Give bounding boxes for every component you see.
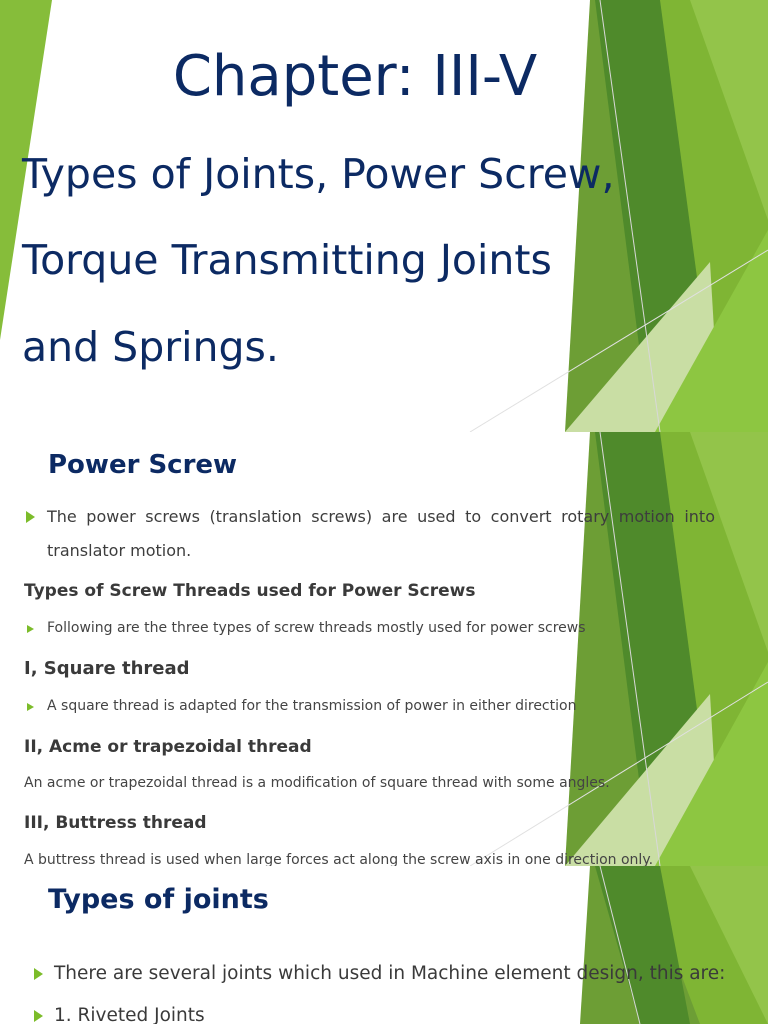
square-thread-heading: I, Square thread — [24, 658, 190, 679]
bullet-arrow-icon — [34, 1010, 43, 1022]
power-screw-slide — [0, 432, 768, 866]
acme-thread-heading: II, Acme or trapezoidal thread — [24, 737, 312, 757]
square-thread-text: A square thread is adapted for the transmission of power in either direction — [47, 698, 577, 714]
title-slide — [0, 0, 768, 432]
types-of-joints-slide — [0, 866, 768, 1024]
joints-item-2: 1. Riveted Joints — [54, 1005, 205, 1024]
bullet-arrow-icon — [27, 703, 34, 711]
acme-thread-text: An acme or trapezoidal thread is a modification of square thread with some angles. — [24, 775, 610, 791]
joints-item-1: There are several joints which used in Machine element design, this are: — [54, 963, 726, 984]
green-decoration-shapes — [0, 432, 768, 866]
threads-heading: Types of Screw Threads used for Power Screws — [24, 581, 476, 601]
subtitle-line-3: and Springs. — [22, 323, 279, 371]
bullet-arrow-icon — [26, 511, 35, 523]
threads-intro: Following are the three types of screw threads mostly used for power screws — [47, 620, 586, 636]
power-screw-intro: The power screws (translation screws) are used to convert rotary motion into translator motion. — [47, 507, 715, 560]
buttress-thread-text: A buttress thread is used when large forces act along the screw axis in one direction only. — [24, 852, 654, 866]
power-screw-heading: Power Screw — [48, 450, 238, 480]
bullet-arrow-icon — [34, 968, 43, 980]
buttress-thread-heading: III, Buttress thread — [24, 813, 207, 833]
subtitle-line-1: Types of Joints, Power Screw, — [22, 150, 615, 198]
joints-heading: Types of joints — [48, 884, 269, 915]
bullet-arrow-icon — [27, 625, 34, 633]
chapter-title: Chapter: III-V — [172, 44, 538, 109]
subtitle-line-2: Torque Transmitting Joints — [22, 236, 552, 284]
